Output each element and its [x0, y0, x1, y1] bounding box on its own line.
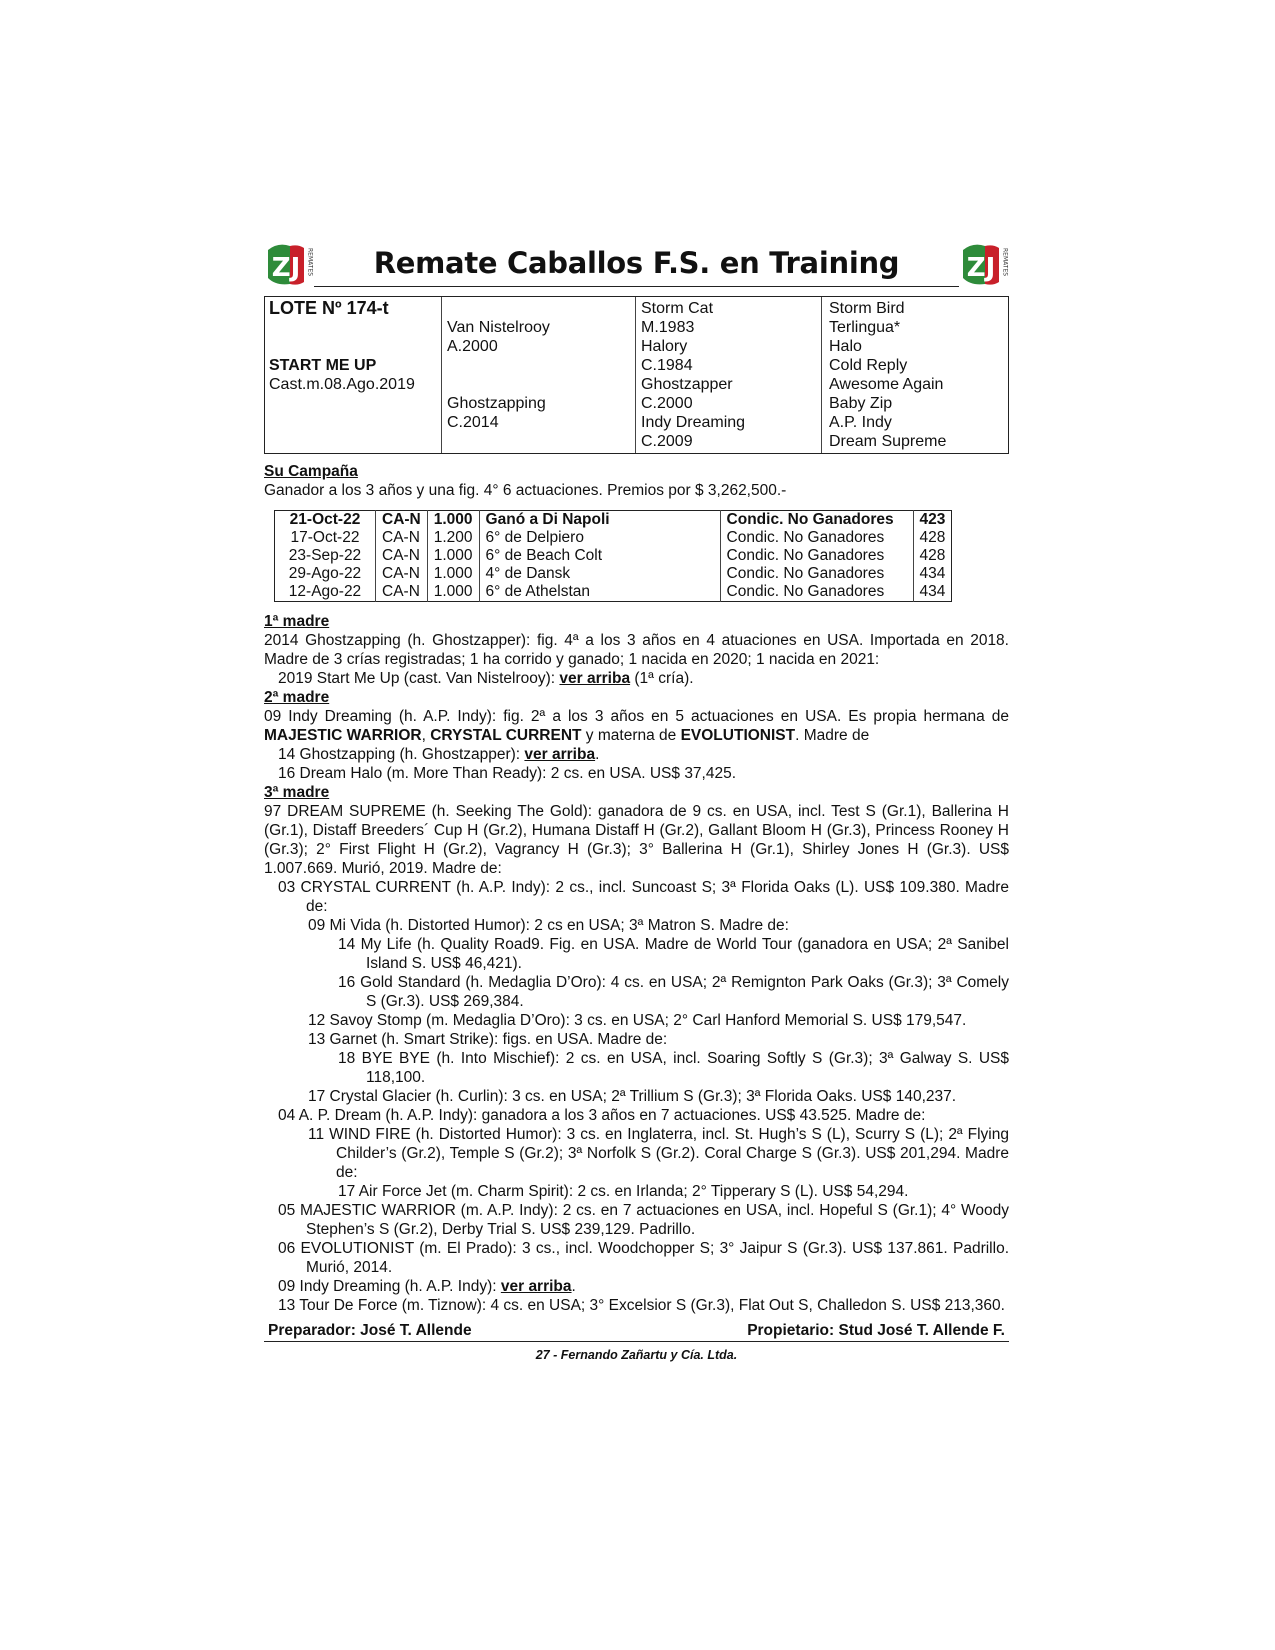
madre3-entry: 11 WIND FIRE (h. Distorted Humor): 3 cs. en Inglaterra, incl. St. Hugh’s S (L), Scurry S (L); 2ª Flying Childer’s (Gr.2), Temple S (Gr.2); 3ª Norfolk S (Gr.2). Coral Charge S (Gr.3). US$ 201,294. Madre de: — [308, 1126, 1009, 1181]
logo-side-text: REMATES — [1001, 248, 1009, 277]
madre2-text: 09 Indy Dreaming (h. A.P. Indy): fig. 2ª a los 3 años en 5 actuaciones en USA. Es propia hermana de MAJESTIC WARRIOR, CRYSTAL CURRENT y materna de EVOLUTIONIST. Madre de — [264, 708, 1009, 744]
sire-name: Van Nistelrooy — [447, 319, 550, 336]
madre3-entry: 13 Tour De Force (m. Tiznow): 4 cs. en USA; 3° Excelsior S (Gr.3), Flat Out S, Challedon S. US$ 213,360. — [278, 1297, 1005, 1314]
logo-side-text: REMATES — [306, 248, 314, 277]
race-date: 12-Ago-22 — [288, 583, 362, 600]
madre3-entry: 18 BYE BYE (h. Into Mischief): 2 cs. en USA, incl. Soaring Softly S (Gr.3); 3ª Galway S. US$ 118,100. — [338, 1050, 1009, 1086]
horse-birth: Cast.m.08.Ago.2019 — [269, 376, 415, 393]
race-date: 23-Sep-22 — [288, 547, 362, 564]
race-date: 17-Oct-22 — [290, 529, 360, 546]
madre3-entry: 12 Savoy Stomp (m. Medaglia D’Oro): 3 cs. en USA; 2° Carl Hanford Memorial S. US$ 179,547. — [308, 1012, 967, 1029]
logo-letters: ZJ — [966, 253, 996, 283]
ped-gen3: Storm Bird — [829, 300, 905, 317]
race-cond: Condic. No Ganadores — [720, 529, 913, 547]
lote-number: LOTE Nº 174-t — [269, 298, 389, 318]
page-title: Remate Caballos F.S. en Training — [373, 246, 900, 280]
ped-gen2: Ghostzapper — [641, 376, 733, 393]
race-track: CA-N — [376, 511, 428, 530]
logo-letters: ZJ — [271, 253, 301, 283]
madre1-text: 2014 Ghostzapping (h. Ghostzapper): fig. 4ª a los 3 años en 4 atuaciones en USA. Importada en 2018. Madre de 3 crías registradas; 1 ha corrido y ganado; 1 nacida en 2020; 1 nacida en 2021: — [264, 632, 1009, 668]
dam-year: C.2014 — [447, 414, 499, 431]
madre3-entry: 04 A. P. Dream (h. A.P. Indy): ganadora a los 3 años en 7 actuaciones. US$ 43.525. Madre de: — [278, 1107, 926, 1124]
madre1-foal: 2019 Start Me Up (cast. Van Nistelrooy): ver arriba (1ª cría). — [278, 670, 694, 687]
remates-logo-left — [264, 240, 314, 290]
catalogue-page — [264, 240, 1009, 1362]
race-track: CA-N — [376, 529, 428, 547]
madre3-heading: 3ª madre — [264, 784, 330, 801]
madre3-entry: 06 EVOLUTIONIST (m. El Prado): 3 cs., incl. Woodchopper S; 3° Jaipur S (Gr.3). US$ 137.861. Padrillo. Murió, 2014. — [278, 1240, 1009, 1276]
campana-heading: Su Campaña — [264, 463, 358, 480]
madre3-intro: 97 DREAM SUPREME (h. Seeking The Gold): ganadora de 9 cs. en USA, incl. Test S (Gr.1), Ballerina H (Gr.1), Distaff Breeders´ Cup H (Gr.2), Humana Distaff H (Gr.2), Gallant Bloom H (Gr.3), Princess Rooney H (Gr.3); 2° First Flight H (Gr.2), Vagrancy H (Gr.3); 3° Ballerina H (Gr.1), Shirley Jones H (Gr.3). US$ 1.007.669. Murió, 2019. Madre de: — [264, 803, 1009, 877]
campana-summary: Ganador a los 3 años y una fig. 4° 6 actuaciones. Premios por $ 3,262,500.- — [264, 482, 787, 499]
madre2-heading: 2ª madre — [264, 689, 330, 706]
race-weight: 434 — [913, 565, 952, 583]
ped-gen2: Indy Dreaming — [641, 414, 746, 431]
pedigree-box — [264, 296, 1009, 454]
race-cond: Condic. No Ganadores — [720, 565, 913, 583]
race-date: 21-Oct-22 — [289, 511, 361, 528]
page-header — [264, 240, 1009, 296]
page-number: 27 - Fernando Zañartu y Cía. Ltda. — [535, 1348, 738, 1362]
race-table — [274, 510, 952, 602]
page-footer — [264, 1321, 1009, 1342]
madre3-entry: 17 Air Force Jet (m. Charm Spirit): 2 cs. en Irlanda; 2° Tipperary S (L). US$ 54,294. — [338, 1183, 909, 1200]
race-weight: 428 — [913, 547, 952, 565]
ped-gen3: Baby Zip — [829, 395, 893, 412]
ped-gen3: Terlingua* — [829, 319, 901, 336]
remates-logo-right — [959, 240, 1009, 290]
ped-gen3: Cold Reply — [829, 357, 908, 374]
race-track: CA-N — [376, 565, 428, 583]
race-row — [275, 511, 952, 530]
race-result: 4° de Dansk — [479, 565, 720, 583]
race-row — [275, 565, 952, 583]
madre2-foal: 14 Ghostzapping (h. Ghostzapper): ver arriba. — [278, 746, 600, 763]
horse-name: START ME UP — [269, 357, 377, 374]
race-cond: Condic. No Ganadores — [720, 547, 913, 565]
race-result: 6° de Athelstan — [479, 583, 720, 602]
race-row — [275, 547, 952, 565]
madre2-foal: 16 Dream Halo (m. More Than Ready): 2 cs. en USA. US$ 37,425. — [278, 765, 737, 782]
race-result: 6° de Delpiero — [479, 529, 720, 547]
madre1-heading: 1ª madre — [264, 613, 330, 630]
sire-year: A.2000 — [447, 338, 498, 355]
ped-gen3: Dream Supreme — [829, 433, 947, 450]
ped-gen3: A.P. Indy — [829, 414, 892, 431]
madre3-entry: 16 Gold Standard (h. Medaglia D’Oro): 4 cs. en USA; 2ª Remignton Park Oaks (Gr.3); 3ª Comely S (Gr.3). US$ 269,384. — [338, 974, 1009, 1010]
race-track: CA-N — [376, 583, 428, 602]
madre3-entry: 17 Crystal Glacier (h. Curlin): 3 cs. en USA; 2ª Trillium S (Gr.3); 3ª Florida Oaks. US$ 140,237. — [308, 1088, 957, 1105]
owner: Propietario: Stud José T. Allende F. — [747, 1322, 1005, 1339]
ped-gen3: Halo — [829, 338, 862, 355]
race-dist: 1.000 — [427, 547, 479, 565]
ped-gen2: C.2009 — [641, 433, 693, 450]
race-weight: 434 — [913, 583, 952, 602]
madre3-entry: 13 Garnet (h. Smart Strike): figs. en USA. Madre de: — [308, 1031, 668, 1048]
title-rule — [314, 286, 959, 287]
madre3-entry: 05 MAJESTIC WARRIOR (m. A.P. Indy): 2 cs. en 7 actuaciones en USA, incl. Hopeful S (Gr.1); 4° Woody Stephen’s S (Gr.2), Derby Trial S. US$ 239,129. Padrillo. — [278, 1202, 1009, 1238]
race-result: Ganó a Di Napoli — [479, 511, 720, 530]
ver-arriba-link[interactable]: ver arriba — [500, 1278, 572, 1295]
race-cond: Condic. No Ganadores — [720, 583, 913, 602]
race-dist: 1.000 — [427, 583, 479, 602]
race-date: 29-Ago-22 — [288, 565, 362, 582]
madre3-entry: 14 My Life (h. Quality Road9. Fig. en USA. Madre de World Tour (ganadora en USA; 2ª Sanibel Island S. US$ 46,421). — [338, 936, 1009, 972]
race-dist: 1.000 — [427, 565, 479, 583]
race-weight: 423 — [913, 511, 952, 530]
race-row — [275, 583, 952, 602]
race-cond: Condic. No Ganadores — [720, 511, 913, 530]
ped-gen2: M.1983 — [641, 319, 695, 336]
race-weight: 428 — [913, 529, 952, 547]
madre3-entry: 09 Mi Vida (h. Distorted Humor): 2 cs en USA; 3ª Matron S. Madre de: — [308, 917, 789, 934]
ver-arriba-link[interactable]: ver arriba — [559, 670, 631, 687]
ped-gen2: Storm Cat — [641, 300, 714, 317]
race-result: 6° de Beach Colt — [479, 547, 720, 565]
ped-gen2: C.2000 — [641, 395, 693, 412]
race-track: CA-N — [376, 547, 428, 565]
ver-arriba-link[interactable]: ver arriba — [524, 746, 596, 763]
madre3-entry: 09 Indy Dreaming (h. A.P. Indy): ver arriba. — [278, 1278, 576, 1295]
dam-name: Ghostzapping — [447, 395, 546, 412]
trainer: Preparador: José T. Allende — [268, 1322, 472, 1339]
race-dist: 1.200 — [427, 529, 479, 547]
ped-gen2: Halory — [641, 338, 688, 355]
madre3-entry: 03 CRYSTAL CURRENT (h. A.P. Indy): 2 cs., incl. Suncoast S; 3ª Florida Oaks (L). US$ 109.380. Madre de: — [278, 879, 1009, 915]
race-dist: 1.000 — [427, 511, 479, 530]
race-row — [275, 529, 952, 547]
ped-gen2: C.1984 — [641, 357, 693, 374]
ped-gen3: Awesome Again — [829, 376, 944, 393]
